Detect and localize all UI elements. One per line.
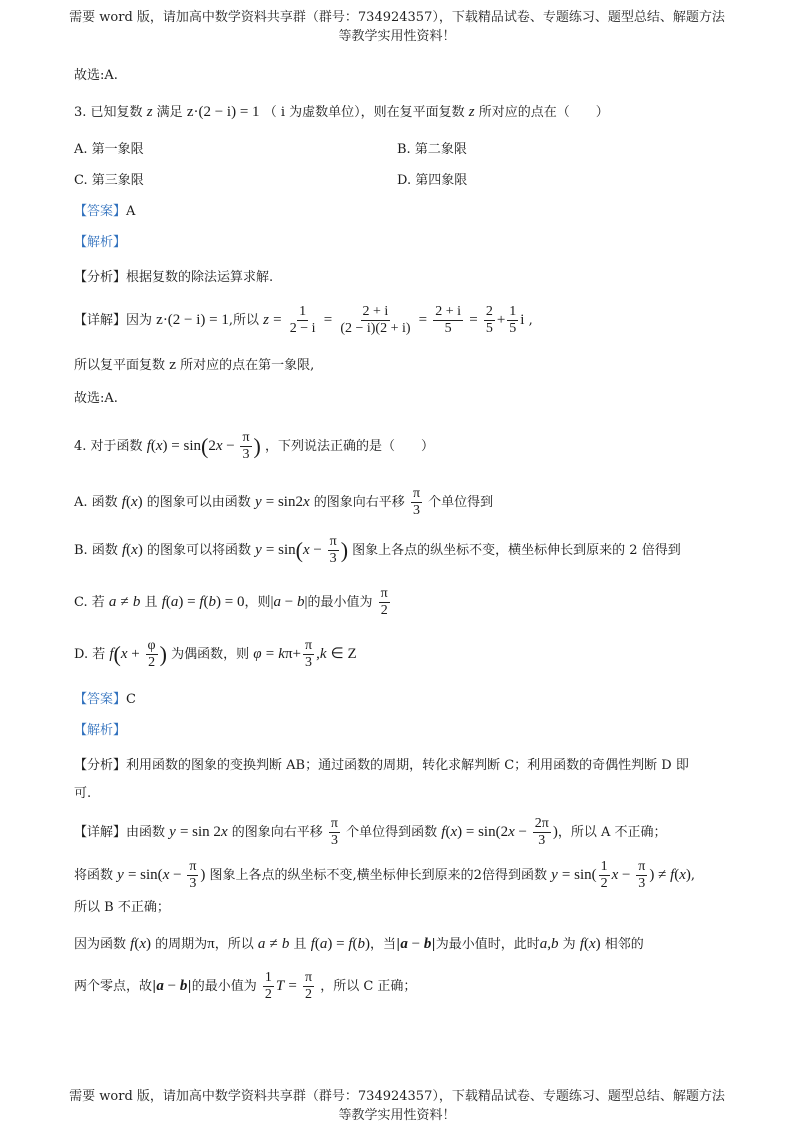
q3-choice: 故选:A. bbox=[74, 391, 118, 406]
top-choice: 故选:A. bbox=[74, 68, 118, 83]
q3-answer: 【答案】A bbox=[74, 204, 136, 219]
page-footer bbox=[0, 1087, 794, 1125]
q4-option-d: D. 若 f(x + $\frac{\varphi}{2}$ ) 为偶函数，则 φ = kπ+ $\frac{\pi}{3}$ ,k ∈ Z bbox=[74, 638, 357, 670]
q4-detail-4: 因为函数 f(x) 的周期为π，所以 a ≠ b 且 f(a) = f(b)，当|a − b|为最小值时，此时a,b 为 f(x) 相邻的 bbox=[74, 936, 644, 952]
q4-option-b: B. 函数 f(x) 的图象可以将函数 y = sin(x − $\frac{\pi}{3}$ ) 图象上各点的纵坐标不变，横坐标伸长到原来的 2 倍得到 bbox=[74, 534, 681, 566]
q4-analysis-tag: 【解析】 bbox=[74, 723, 127, 738]
q3-detail: 【详解】因为 z·(2 − i) = 1,所以 z = $\frac{1}{2 - i}$ = $\frac{2 + i}{(2 - i)(2 + i)}$ = $\frac{2 + i}{5}$ = $\frac{2}{5}$ + $\frac{1}{5}$ i , bbox=[74, 304, 533, 336]
q3-option-a: A. 第一象限 bbox=[74, 142, 144, 157]
q3-option-c: C. 第三象限 bbox=[74, 173, 144, 188]
header-line-2: 等教学实用性资料！ bbox=[338, 29, 456, 44]
q4-fenxi-1: 【分析】利用函数的图象的变换判断 AB；通过函数的周期，转化求解判断 C；利用函数的奇偶性判断 D 即 bbox=[74, 758, 689, 773]
page-header bbox=[0, 8, 794, 46]
q3-fenxi: 【分析】根据复数的除法运算求解. bbox=[74, 270, 274, 285]
q4-detail-2: 将函数 y = sin(x − $\frac{\pi}{3}$ ) 图象上各点的纵坐标不变,横坐标伸长到原来的2倍得到函数 y = sin( $\frac{1}{2}$ x − $\frac{\pi}{3}$ ) ≠ f(x), bbox=[74, 859, 696, 891]
q4-option-a: A. 函数 f(x) 的图象可以由函数 y = sin2x 的图象向右平移 $\frac{\pi}{3}$ 个单位得到 bbox=[74, 486, 494, 518]
q4-detail-5: 两个零点，故|a − b|的最小值为 $\frac{1}{2}$ T = $\frac{\pi}{2}$ ，所以 C 正确； bbox=[74, 970, 417, 1002]
q4-stem: 4. 对于函数 f(x) = sin(2x − $\frac{\pi}{3}$ ) ，下列说法正确的是（ ） bbox=[74, 430, 435, 462]
q3-stem: 3. 已知复数 z 满足 z·(2 − i) = 1 （ i 为虚数单位），则在复平面复数 z 所对应的点在（ ） bbox=[74, 104, 609, 120]
q3-analysis-tag: 【解析】 bbox=[74, 235, 127, 250]
q4-detail-1: 【详解】由函数 y = sin 2x 的图象向右平移 $\frac{\pi}{3}$ 个单位得到函数 f(x) = sin(2x − $\frac{2\pi}{3}$ )，所以 A 不正确； bbox=[74, 816, 667, 848]
q3-conclusion: 所以复平面复数 z 所对应的点在第一象限, bbox=[74, 358, 315, 373]
footer-line-1: 需要 word 版，请加高中数学资料共享群（群号：734924357），下载精品试卷、专题练习、题型总结、解题方法 bbox=[69, 1089, 725, 1104]
q3-option-d: D. 第四象限 bbox=[397, 173, 468, 188]
footer-line-2: 等教学实用性资料！ bbox=[338, 1108, 456, 1123]
q4-answer: 【答案】C bbox=[74, 692, 136, 707]
q4-detail-3: 所以 B 不正确； bbox=[74, 900, 170, 915]
q4-option-c: C. 若 a ≠ b 且 f(a) = f(b) = 0，则|a − b|的最小值为 $\frac{\pi}{2}$ bbox=[74, 586, 388, 618]
q3-option-b: B. 第二象限 bbox=[397, 142, 467, 157]
q3-stem-expr: z·(2 − i) = 1 bbox=[186, 104, 260, 120]
q4-fenxi-2: 可. bbox=[74, 786, 92, 801]
header-line-1: 需要 word 版，请加高中数学资料共享群（群号：734924357），下载精品试卷、专题练习、题型总结、解题方法 bbox=[69, 10, 725, 25]
